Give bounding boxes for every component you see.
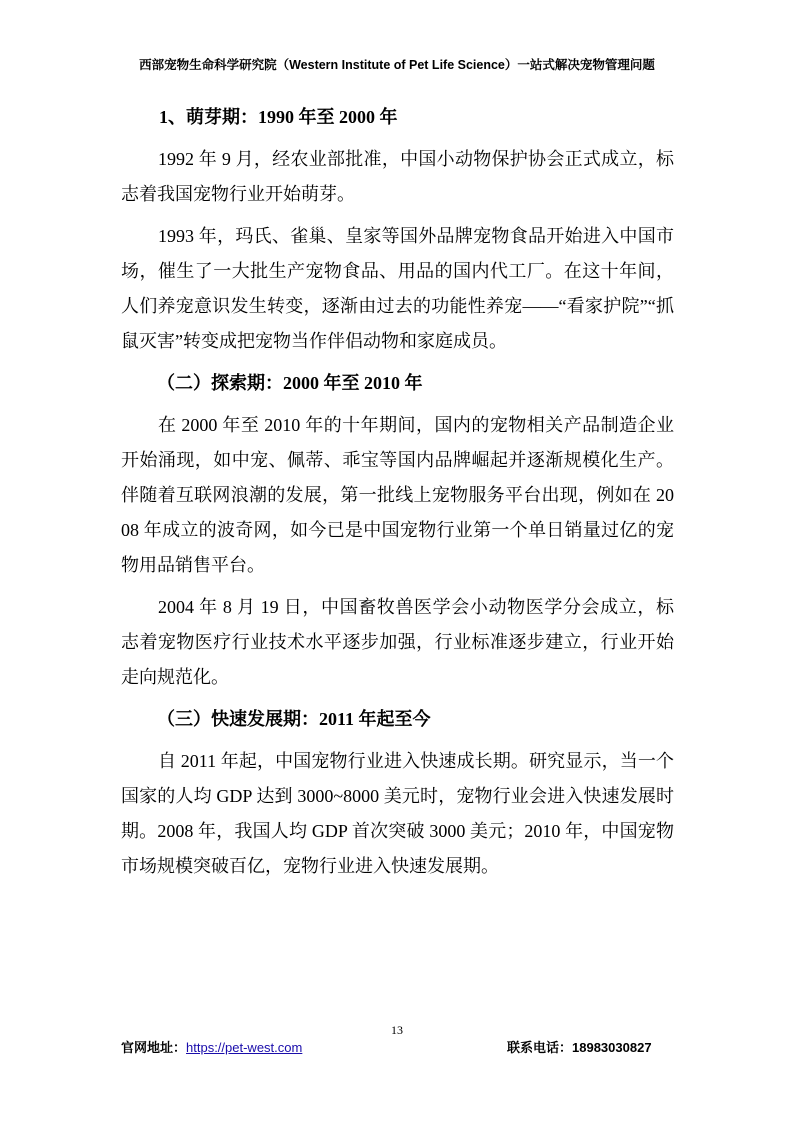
paragraph: 在 2000 年至 2010 年的十年期间，国内的宠物相关产品制造企业开始涌现，如中宠、佩蒂、乖宝等国内品牌崛起并逐渐规模化生产。伴随着互联网浪潮的发展，第一批线上宠物服务平台出现，例如在 2008 年成立的波奇网，如今已是中国宠物行业第一个单日销量过亿的宠物用品销售平台。	[121, 415, 674, 575]
page-number: 13	[391, 1023, 403, 1037]
section-rapid-growth	[121, 702, 674, 884]
website-link[interactable]: https://pet-west.com	[186, 1040, 303, 1055]
paragraph: 2004 年 8 月 19 日，中国畜牧兽医学会小动物医学分会成立，标志着宠物医疗行业技术水平逐步加强，行业标准逐步建立，行业开始走向规范化。	[121, 597, 674, 687]
section-exploration	[121, 366, 674, 695]
section-heading: 1、萌芽期：1990 年至 2000 年	[159, 107, 398, 127]
website-label: 官网地址：	[121, 1040, 187, 1055]
section-sprouting	[121, 100, 674, 359]
paragraph: 自 2011 年起，中国宠物行业进入快速成长期。研究显示，当一个国家的人均 GDP 达到 3000~8000 美元时，宠物行业会进入快速发展时期。2008 年，我国人均 GDP 首次突破 3000 美元；2010 年，中国宠物市场规模突破百亿，宠物行业进入快速发展期。	[121, 751, 674, 876]
phone-label: 联系电话：	[507, 1040, 573, 1055]
phone-number: 18983030827	[572, 1040, 652, 1055]
paragraph: 1993 年，玛氏、雀巢、皇家等国外品牌宠物食品开始进入中国市场，催生了一大批生产宠物食品、用品的国内代工厂。在这十年间，人们养宠意识发生转变，逐渐由过去的功能性养宠——“看家护院”“抓鼠灭害”转变成把宠物当作伴侣动物和家庭成员。	[121, 226, 674, 351]
section-heading: （三）快速发展期：2011 年起至今	[157, 709, 431, 729]
paragraph: 1992 年 9 月，经农业部批准，中国小动物保护协会正式成立，标志着我国宠物行业开始萌芽。	[121, 149, 674, 204]
document-body	[121, 100, 674, 891]
section-heading: （二）探索期：2000 年至 2010 年	[157, 373, 423, 393]
footer-website	[121, 1039, 302, 1057]
footer-phone	[507, 1039, 652, 1057]
page-header: 西部宠物生命科学研究院（Western Institute of Pet Life Science）一站式解决宠物管理问题	[139, 58, 655, 72]
